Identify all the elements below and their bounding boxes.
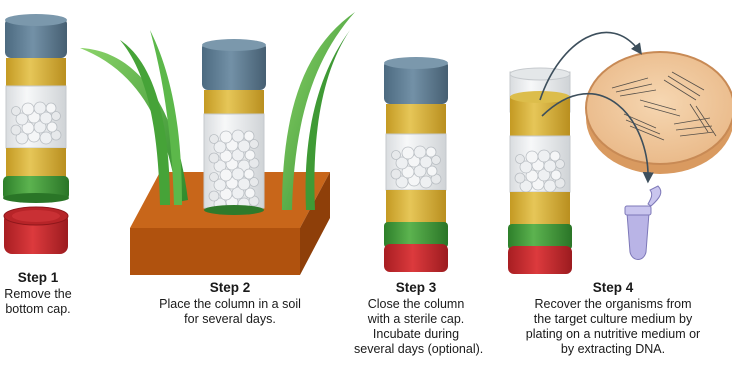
step1-caption [0, 270, 76, 317]
step2-title: Step 2 [209, 280, 251, 295]
step4-title: Step 4 [592, 280, 634, 295]
step4-line3: plating on a nutritive medium or [525, 327, 701, 341]
step4-line1: Recover the organisms from [534, 297, 692, 311]
step3-line3: Incubate during [372, 327, 460, 341]
step1-removed-red-cap [4, 207, 68, 254]
step4-microtube [625, 186, 661, 260]
step4-petri-dish [586, 52, 732, 174]
step2-caption [130, 280, 330, 327]
step2-line2: for several days. [184, 312, 276, 326]
step1-column [3, 14, 69, 203]
step2-line1: Place the column in a soil [159, 297, 301, 311]
step2-column [202, 39, 266, 215]
step1-title: Step 1 [17, 270, 59, 285]
step4-line2: the target culture medium by [533, 312, 693, 326]
step3-caption [354, 280, 484, 357]
step4-caption [508, 280, 718, 357]
step4-line4: by extracting DNA. [560, 342, 666, 356]
step3-line2: with a sterile cap. [367, 312, 465, 326]
step3-column [384, 57, 448, 272]
step1-line2: bottom cap. [5, 302, 71, 316]
step1-line1: Remove the [4, 287, 72, 301]
step3-line4: several days (optional). [354, 342, 484, 356]
step3-line1: Close the column [367, 297, 465, 311]
step3-title: Step 3 [395, 280, 437, 295]
